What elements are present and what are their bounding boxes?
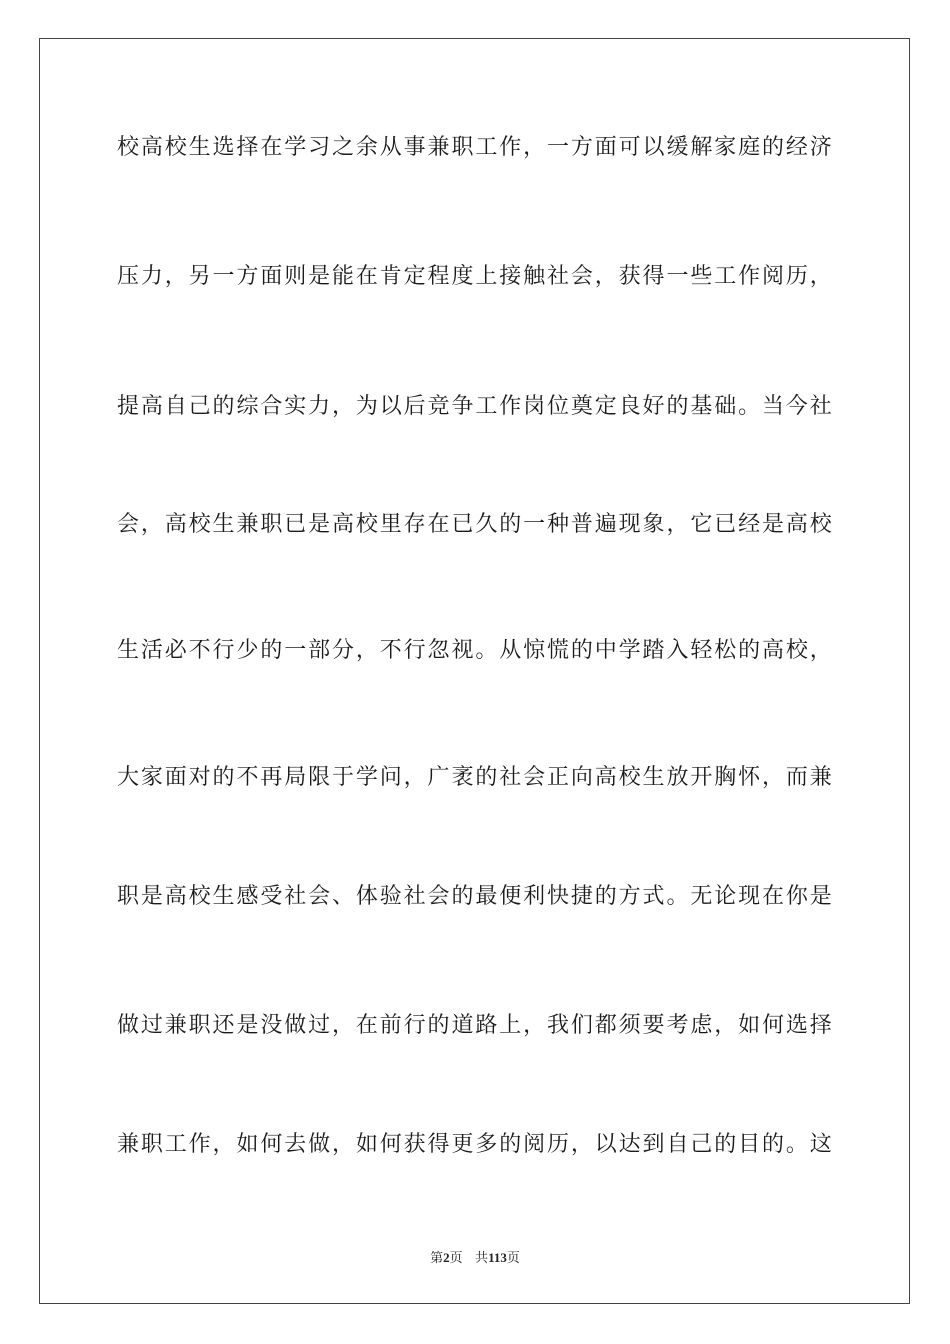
page-footer — [0, 1249, 950, 1268]
body-text-line: 大家面对的不再局限于学问，广袤的社会正向高校生放开胸怀，而兼 — [117, 765, 833, 790]
page-number: 2 — [443, 1250, 450, 1265]
total-prefix: 共 — [475, 1251, 489, 1266]
page-suffix: 页 — [449, 1251, 463, 1266]
total-pages: 113 — [488, 1250, 507, 1265]
body-text-line: 生活必不行少的一部分，不行忽视。从惊慌的中学踏入轻松的高校， — [117, 638, 833, 663]
body-text-line: 提高自己的综合实力，为以后竞争工作岗位奠定良好的基础。当今社 — [117, 394, 833, 419]
body-text-line: 校高校生选择在学习之余从事兼职工作，一方面可以缓解家庭的经济 — [117, 135, 833, 160]
total-suffix: 页 — [506, 1251, 520, 1266]
body-text-line: 职是高校生感受社会、体验社会的最便利快捷的方式。无论现在你是 — [117, 884, 833, 909]
page-prefix: 第 — [430, 1251, 444, 1266]
page-border — [39, 38, 910, 1304]
body-text-line: 做过兼职还是没做过，在前行的道路上，我们都须要考虑，如何选择 — [117, 1013, 833, 1038]
body-text-line: 压力，另一方面则是能在肯定程度上接触社会，获得一些工作阅历， — [117, 264, 833, 289]
body-text-line: 兼职工作，如何去做，如何获得更多的阅历，以达到自己的目的。这 — [117, 1132, 833, 1157]
body-text-line: 会，高校生兼职已是高校里存在已久的一种普遍现象，它已经是高校 — [117, 512, 833, 537]
